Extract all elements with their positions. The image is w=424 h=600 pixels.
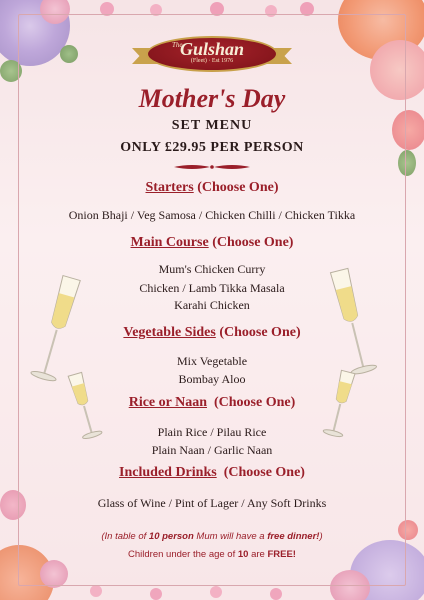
footer-note-part: (In table of (101, 531, 149, 542)
menu-item-main-3: Karahi Chicken (174, 298, 250, 312)
section-choose-starters: (Choose One) (193, 180, 279, 195)
footer-note-count: 10 person (148, 531, 194, 542)
champagne-glass-icon (318, 368, 362, 442)
section-choose-main-course: (Choose One) (208, 235, 294, 250)
logo-the-text: The (172, 41, 183, 49)
menu-item-drinks-1: Glass of Wine / Pint of Lager / Any Soft Drinks (97, 496, 327, 510)
footer-note-part: ) (319, 531, 323, 542)
section-heading-included-drinks (0, 465, 424, 481)
restaurant-logo (132, 32, 292, 78)
section-choose-included-drinks: (Choose One) (216, 465, 305, 480)
section-name-starters: Starters (145, 180, 194, 195)
section-name-main-course: Main Course (130, 235, 209, 250)
menu-item-veg-1: Mix Vegetable (176, 354, 248, 368)
section-name-rice-or-naan: Rice or Naan (128, 395, 207, 410)
section-heading-main-course (0, 235, 424, 251)
section-heading-starters (0, 180, 424, 196)
menu-item-starters-1: Onion Bhaji / Veg Samosa / Chicken Chilli / Chicken Tikka (68, 208, 356, 222)
logo-sub-text: (Fleet) · Est 1976 (190, 58, 234, 64)
menu-item-veg-2: Bombay Aloo (178, 372, 246, 386)
footer-children-age: 10 (237, 549, 249, 560)
champagne-glass-icon (322, 265, 382, 380)
footer-note-free: free dinner! (267, 531, 320, 542)
footer-children-free: FREE! (267, 549, 296, 560)
price-label: ONLY £29.95 PER PERSON (120, 140, 304, 155)
footer-children-part: are (248, 549, 268, 560)
footer-children-note (0, 549, 424, 560)
set-menu-label: SET MENU (171, 118, 253, 133)
menu-item-rice-2: Plain Naan / Garlic Naan (151, 443, 273, 457)
footer-note-part: Mum will have a (193, 531, 268, 542)
menu-item-main-1: Mum's Chicken Curry (158, 262, 266, 276)
menu-item-main-2: Chicken / Lamb Tikka Masala (139, 281, 285, 295)
logo-name-text: Gulshan (179, 39, 245, 59)
section-choose-vegetable-sides: (Choose One) (215, 325, 301, 340)
ornament-divider (172, 163, 252, 171)
section-choose-rice-or-naan: (Choose One) (207, 395, 296, 410)
footer-free-dinner-note (0, 531, 424, 542)
section-name-vegetable-sides: Vegetable Sides (123, 325, 216, 340)
champagne-glass-icon (62, 370, 106, 442)
section-name-included-drinks: Included Drinks (119, 465, 217, 480)
footer-children-part: Children under the age of (128, 549, 238, 560)
menu-item-rice-1: Plain Rice / Pilau Rice (157, 425, 267, 439)
page-title: Mother's Day (138, 84, 286, 113)
